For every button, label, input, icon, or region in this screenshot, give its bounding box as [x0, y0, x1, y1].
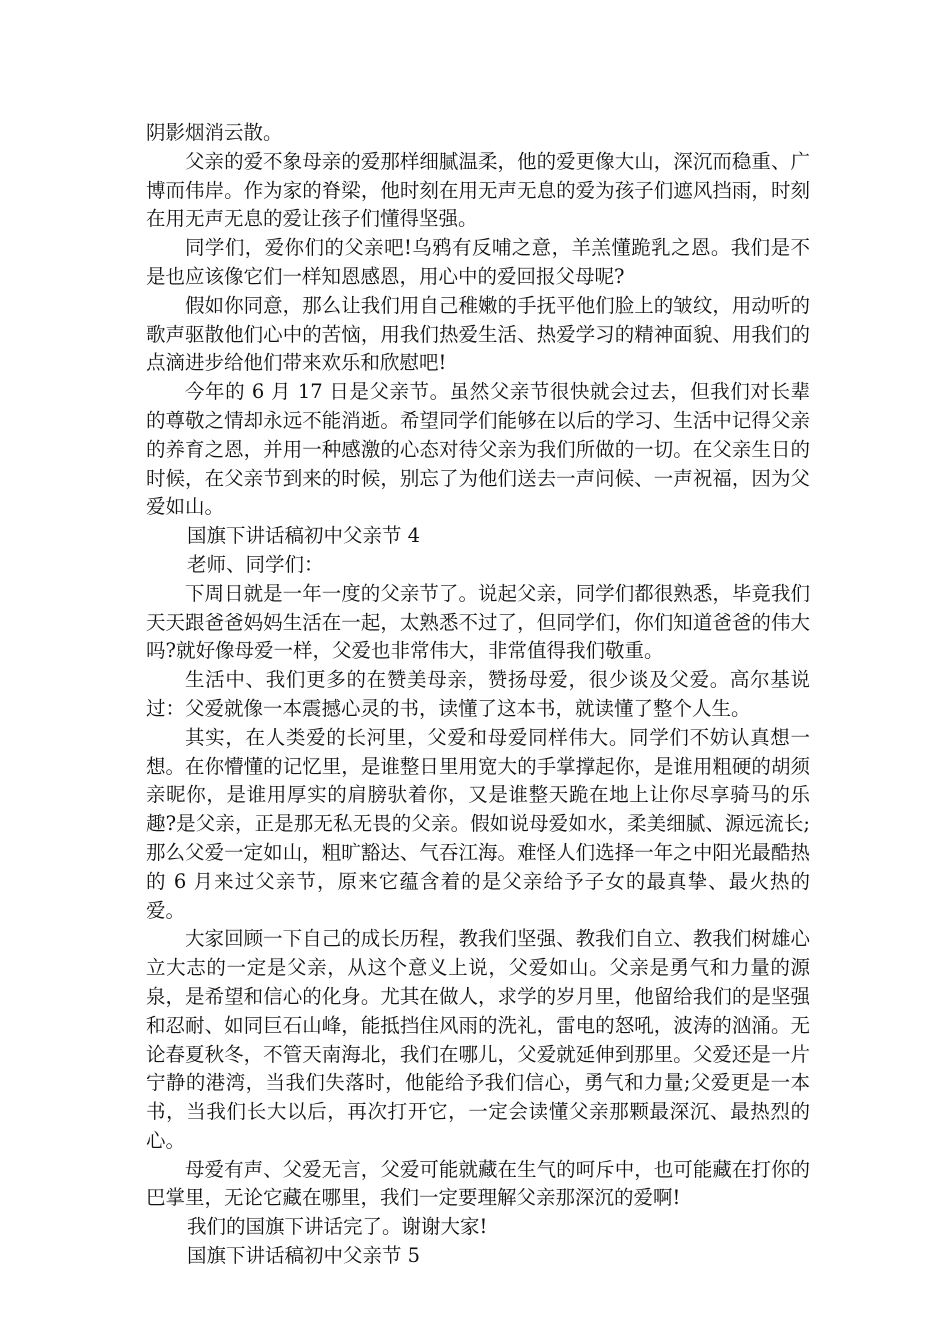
paragraph-9: 生活中、我们更多的在赞美母亲，赞扬母爱，很少谈及父爱。高尔基说过：父爱就像一本震撼心灵的书，读懂了这本书，就读懂了整个人生。	[146, 668, 810, 720]
paragraph-1: 阴影烟消云散。	[146, 121, 283, 144]
closing-line: 我们的国旗下讲话完了。谢谢大家!	[186, 1215, 488, 1239]
document-page	[146, 119, 810, 1271]
paragraph-10: 其实，在人类爱的长河里，父爱和母爱同样伟大。同学们不妨认真想一想。在你懵懂的记忆里，是谁整日里用宽大的手掌撑起你，是谁用粗硬的胡须亲昵你，是谁用厚实的肩膀驮着你，又是谁整天跪在地上让你尽享骑马的乐趣?是父亲，正是那无私无畏的父亲。假如说母爱如水，柔美细腻、源远流长;那么父爱一定如山，粗旷豁达、气吞江海。难怪人们选择一年之中阳光最酷热的 6 月来过父亲节，原来它蕴含着的是父亲给予子女的最真挚、最火热的爱。	[146, 725, 810, 922]
paragraph-5: 今年的 6 月 17 日是父亲节。虽然父亲节很快就会过去，但我们对长辈的尊敬之情却永远不能消逝。希望同学们能够在以后的学习、生活中记得父亲的养育之恩，并用一种感激的心态对待父亲为我们所做的一切。在父亲生日的时候，在父亲节到来的时候，别忘了为他们送去一声问候、一声祝福，因为父爱如山。	[146, 380, 810, 519]
section-heading-4: 国旗下讲话稿初中父亲节 4	[186, 524, 421, 548]
paragraph-2: 父亲的爱不象母亲的爱那样细腻温柔，他的爱更像大山，深沉而稳重、广博而伟岸。作为家的脊梁，他时刻在用无声无息的爱为孩子们遮风挡雨，时刻在用无声无息的爱让孩子们懂得坚强。	[146, 149, 810, 231]
paragraph-8: 下周日就是一年一度的父亲节了。说起父亲，同学们都很熟悉，毕竟我们天天跟爸爸妈妈生活在一起，太熟悉不过了，但同学们，你们知道爸爸的伟大吗?就好像母爱一样，父爱也非常伟大，非常值得我们敬重。	[146, 581, 810, 663]
paragraph-12: 母爱有声、父爱无言，父爱可能就藏在生气的呵斥中，也可能藏在打你的巴掌里，无论它藏在哪里，我们一定要理解父亲那深沉的爱啊!	[146, 1157, 810, 1210]
salutation: 老师、同学们：	[186, 552, 324, 576]
paragraph-3: 同学们，爱你们的父亲吧!乌鸦有反哺之意，羊羔懂跪乳之恩。我们是不是也应该像它们一样知恩感恩，用心中的爱回报父母呢?	[146, 236, 810, 288]
paragraph-4: 假如你同意，那么让我们用自己稚嫩的手抚平他们脸上的皱纹，用动听的歌声驱散他们心中的苦恼，用我们热爱生活、热爱学习的精神面貌、用我们的点滴进步给他们带来欢乐和欣慰吧!	[146, 293, 810, 375]
section-heading-5: 国旗下讲话稿初中父亲节 5	[186, 1244, 421, 1268]
paragraph-11: 大家回顾一下自己的成长历程，教我们坚强、教我们自立、教我们树雄心立大志的一定是父亲，从这个意义上说，父爱如山。父亲是勇气和力量的源泉，是希望和信心的化身。尤其在做人，求学的岁月里，他留给我们的是坚强和忍耐、如同巨石山峰，能抵挡住风雨的洗礼，雷电的怒吼，波涛的汹涌。无论春夏秋冬，不管天南海北，我们在哪儿，父爱就延伸到那里。父爱还是一片宁静的港湾，当我们失落时，他能给予我们信心，勇气和力量;父爱更是一本书，当我们长大以后，再次打开它，一定会读懂父亲那颗最深沉、最热烈的心。	[146, 927, 810, 1152]
